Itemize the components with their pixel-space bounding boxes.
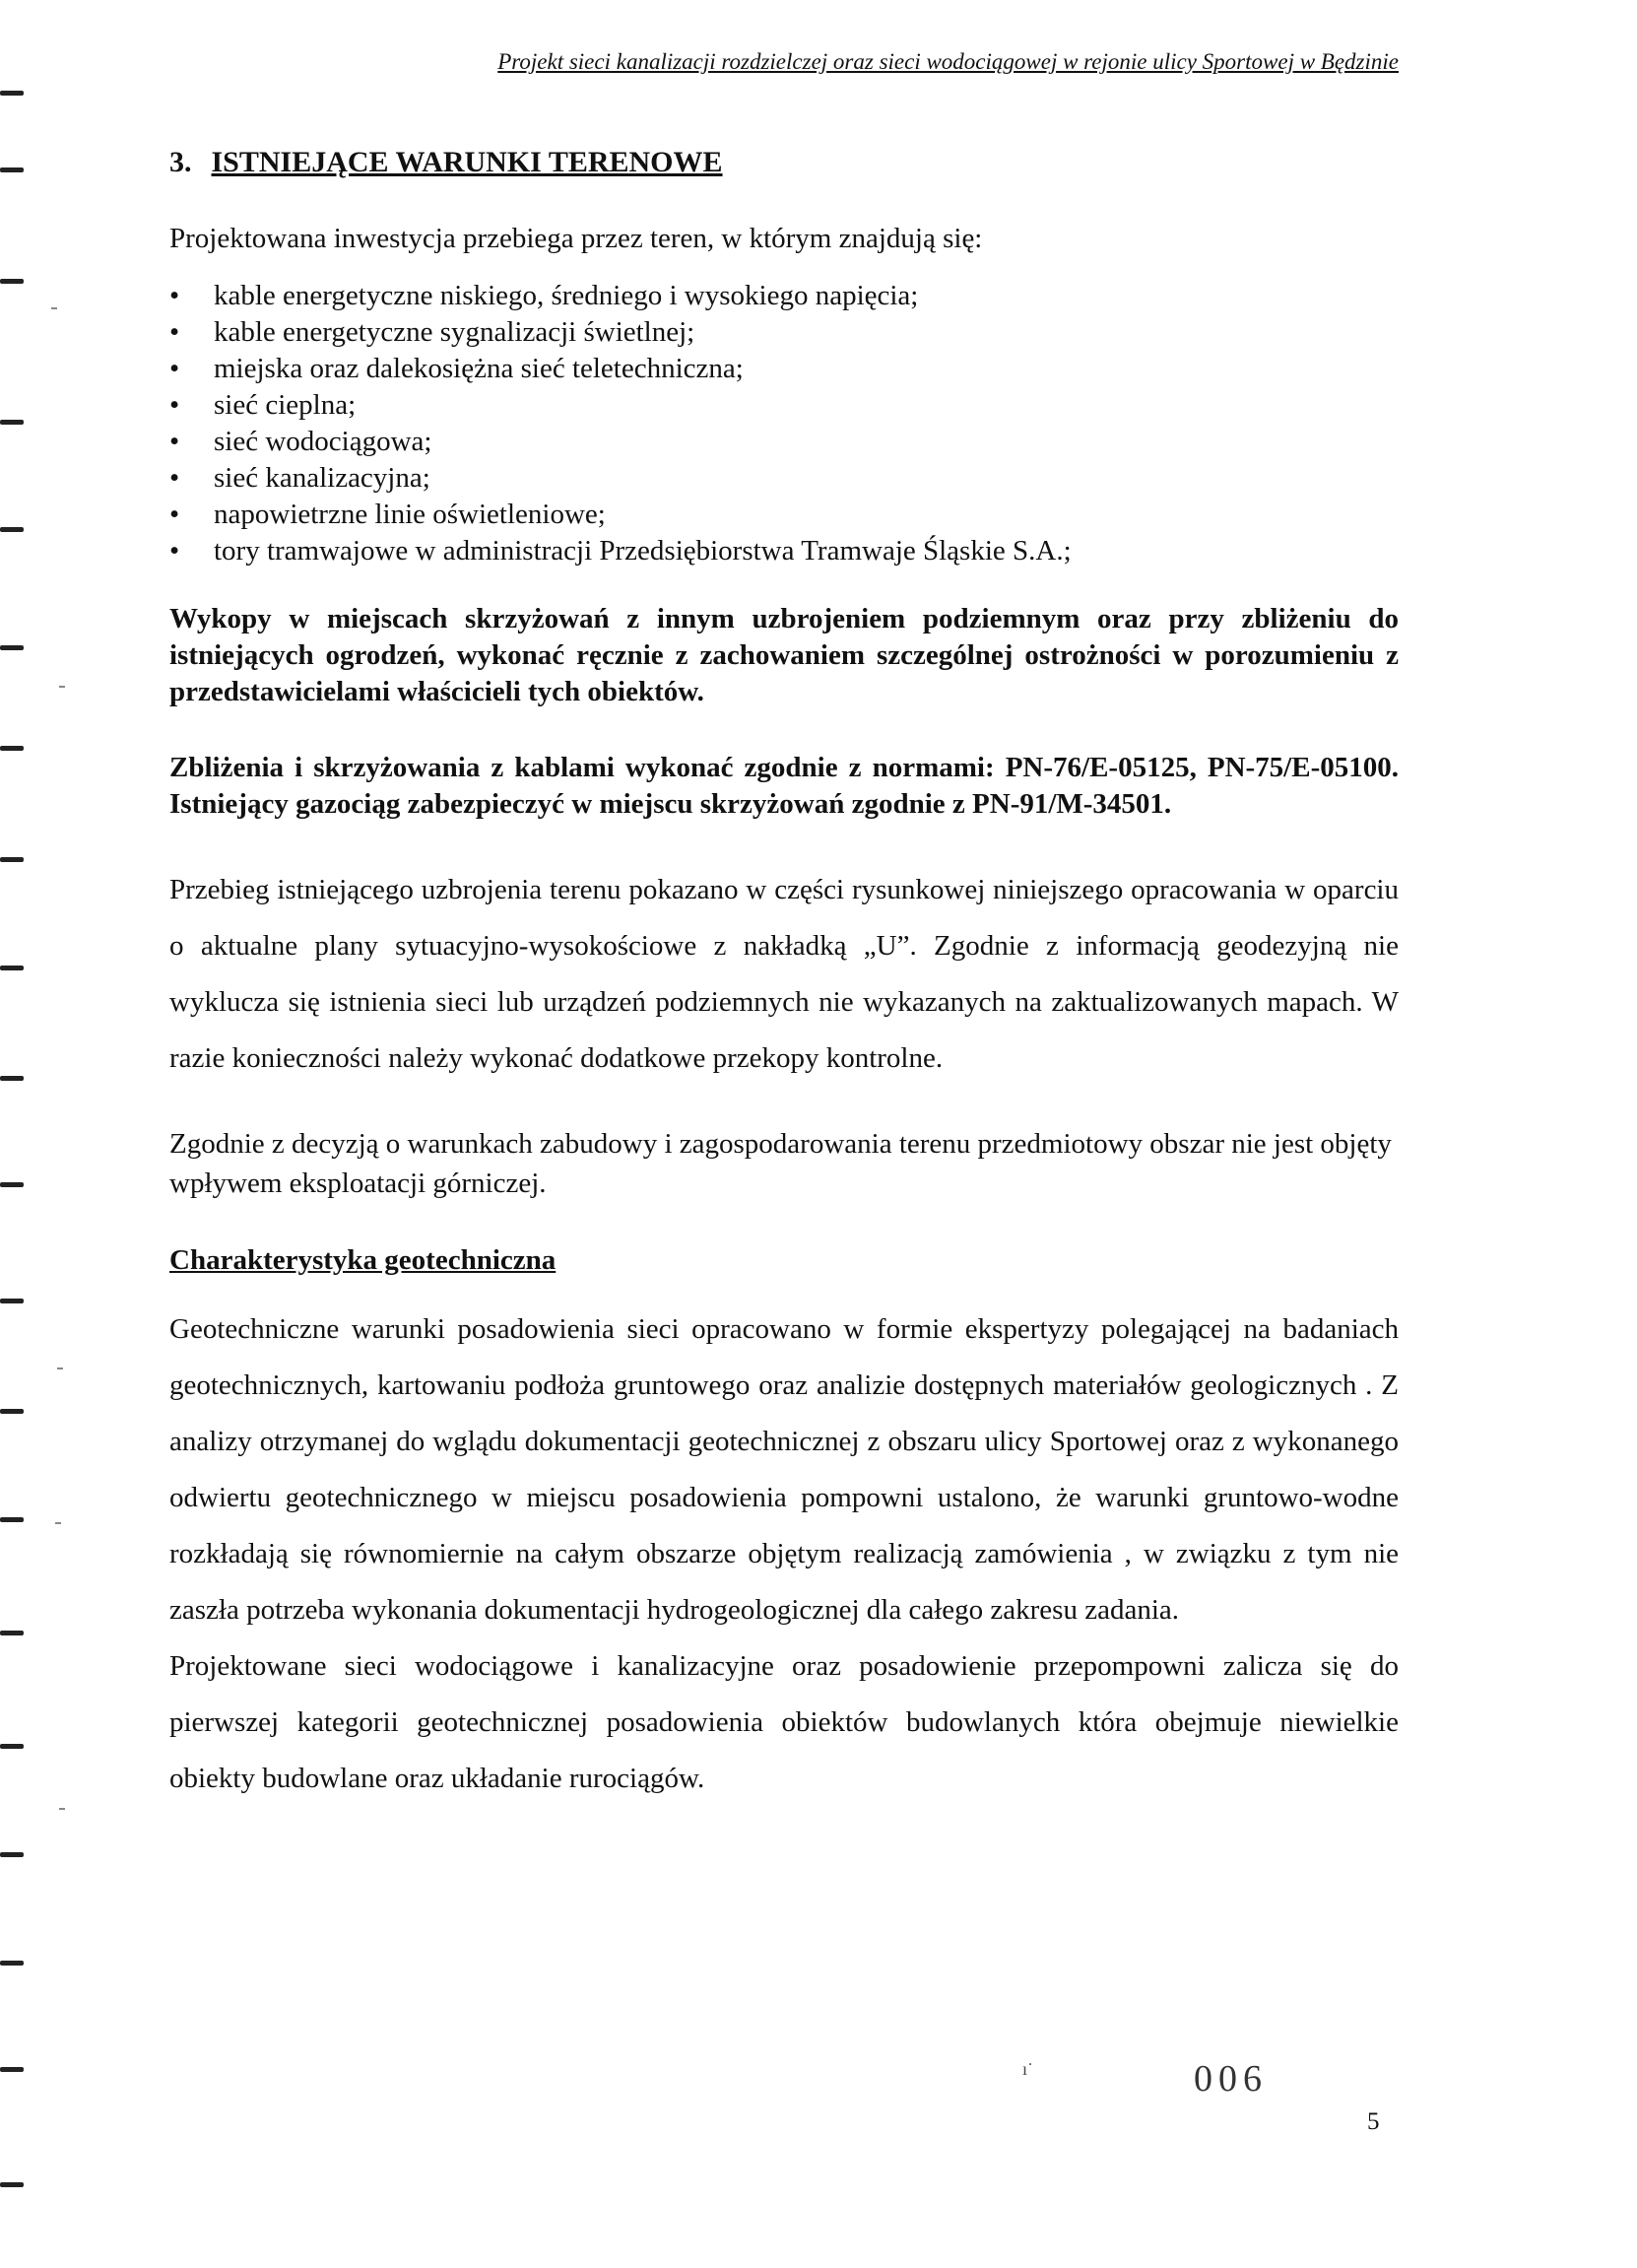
- list-item: • sieć cieplna;: [169, 387, 1399, 424]
- margin-mark: [0, 1409, 24, 1414]
- margin-mark: [0, 2067, 24, 2072]
- margin-mark: [0, 1961, 24, 1966]
- margin-mark: [0, 645, 24, 650]
- list-item: • miejska oraz dalekosiężna sieć teletechniczna;: [169, 351, 1399, 387]
- margin-mark: [0, 279, 24, 284]
- list-item: • kable energetyczne sygnalizacji świetlnej;: [169, 314, 1399, 351]
- list-item: • tory tramwajowe w administracji Przedsiębiorstwa Tramwaje Śląskie S.A.;: [169, 533, 1399, 569]
- page-content: [169, 146, 1399, 1844]
- margin-mark: [0, 420, 24, 425]
- section-number: 3.: [169, 146, 192, 178]
- page-number: 5: [1367, 2108, 1380, 2135]
- list-item: • sieć kanalizacyjna;: [169, 460, 1399, 497]
- margin-mark: [0, 1076, 24, 1081]
- margin-mark: [0, 2182, 24, 2187]
- scan-speck: [55, 1522, 61, 1524]
- scan-speck: [51, 307, 57, 309]
- margin-mark: [0, 1631, 24, 1635]
- margin-mark: [0, 1852, 24, 1857]
- scan-margin-marks: [0, 0, 69, 2268]
- intro-paragraph: Projektowana inwestycja przebiega przez teren, w którym znajdują się:: [169, 223, 983, 254]
- margin-mark: [0, 527, 24, 532]
- survey-paragraph: Przebieg istniejącego uzbrojenia terenu pokazano w części rysunkowej niniejszego opracowania w oparciu o aktualne plany sytuacyjno-wysokościowe z nakładką „U”. Zgodnie z informacją geodezyjną nie wyklucza się istnienia sieci lub urządzeń podziemnych nie wykazanych na zaktualizowanych mapach. W razie konieczności należy wykonać dodatkowe przekopy kontrolne.: [169, 874, 1399, 1074]
- excavation-warning: Wykopy w miejscach skrzyżowań z innym uzbrojeniem podziemnym oraz przy zbliżeniu do istniejących ogrodzeń, wykonać ręcznie z zachowaniem szczególnej ostrożności w porozumieniu z przedstawicielami właścicieli tych obiektów.: [169, 603, 1399, 707]
- margin-mark: [0, 167, 24, 172]
- geotechnical-category-paragraph: Projektowane sieci wodociągowe i kanalizacyjne oraz posadowienie przepompowni zalicza się do pierwszej kategorii geotechnicznej posadowienia obiektów budowlanych która obejmuje niewielkie obiekty budowlane oraz układanie rurociągów.: [169, 1650, 1399, 1794]
- margin-mark: [0, 1744, 24, 1749]
- list-item: • sieć wodociągowa;: [169, 424, 1399, 460]
- margin-mark: [0, 1299, 24, 1303]
- geotechnical-paragraph: Geotechniczne warunki posadowienia sieci opracowano w formie ekspertyzy polegającej na badaniach geotechnicznych, kartowaniu podłoża gruntowego oraz analizie dostępnych materiałów geologicznych . Z analizy otrzymanej do wglądu dokumentacji geotechnicznej z obszaru ulicy Sportowej oraz z wykonanego odwiertu geotechnicznego w miejscu posadowienia pompowni ustalono, że warunki gruntowo-wodne rozkładają się równomiernie na całym obszarze objętym realizacją zamówienia , w związku z tym nie zaszła potrzeba wykonania dokumentacji hydrogeologicznej dla całego zakresu zadania.: [169, 1313, 1399, 1626]
- scan-speck: [59, 1808, 65, 1810]
- margin-mark: [0, 966, 24, 970]
- margin-mark: [0, 91, 24, 96]
- section-title: ISTNIEJĄCE WARUNKI TERENOWE: [211, 146, 723, 178]
- margin-mark: [0, 746, 24, 751]
- document-stamp: 006: [1194, 2058, 1268, 2100]
- scan-speck: [59, 686, 65, 688]
- margin-mark: [0, 1182, 24, 1187]
- list-item: • kable energetyczne niskiego, średniego i wysokiego napięcia;: [169, 278, 1399, 314]
- margin-mark: [0, 857, 24, 862]
- section-heading: [169, 146, 1399, 179]
- subsection-title: Charakterystyka geotechniczna: [169, 1244, 557, 1276]
- utilities-list: [169, 278, 1399, 569]
- running-header: Projekt sieci kanalizacji rozdzielczej oraz sieci wodociągowej w rejonie ulicy Sportowej w Będzinie: [497, 49, 1399, 74]
- mining-paragraph: Zgodnie z decyzją o warunkach zabudowy i zagospodarowania terenu przedmiotowy obszar nie jest objęty wpływem eksploatacji górniczej.: [169, 1128, 1392, 1199]
- scan-speck: [57, 1367, 63, 1369]
- standards-paragraph: Zbliżenia i skrzyżowania z kablami wykonać zgodnie z normami: PN-76/E-05125, PN-75/E-05100. Istniejący gazociąg zabezpieczyć w miejscu skrzyżowań zgodnie z PN-91/M-34501.: [169, 752, 1399, 820]
- margin-mark: [0, 1517, 24, 1522]
- list-item: • napowietrzne linie oświetleniowe;: [169, 497, 1399, 533]
- scan-speck: ı˙: [1022, 2059, 1033, 2079]
